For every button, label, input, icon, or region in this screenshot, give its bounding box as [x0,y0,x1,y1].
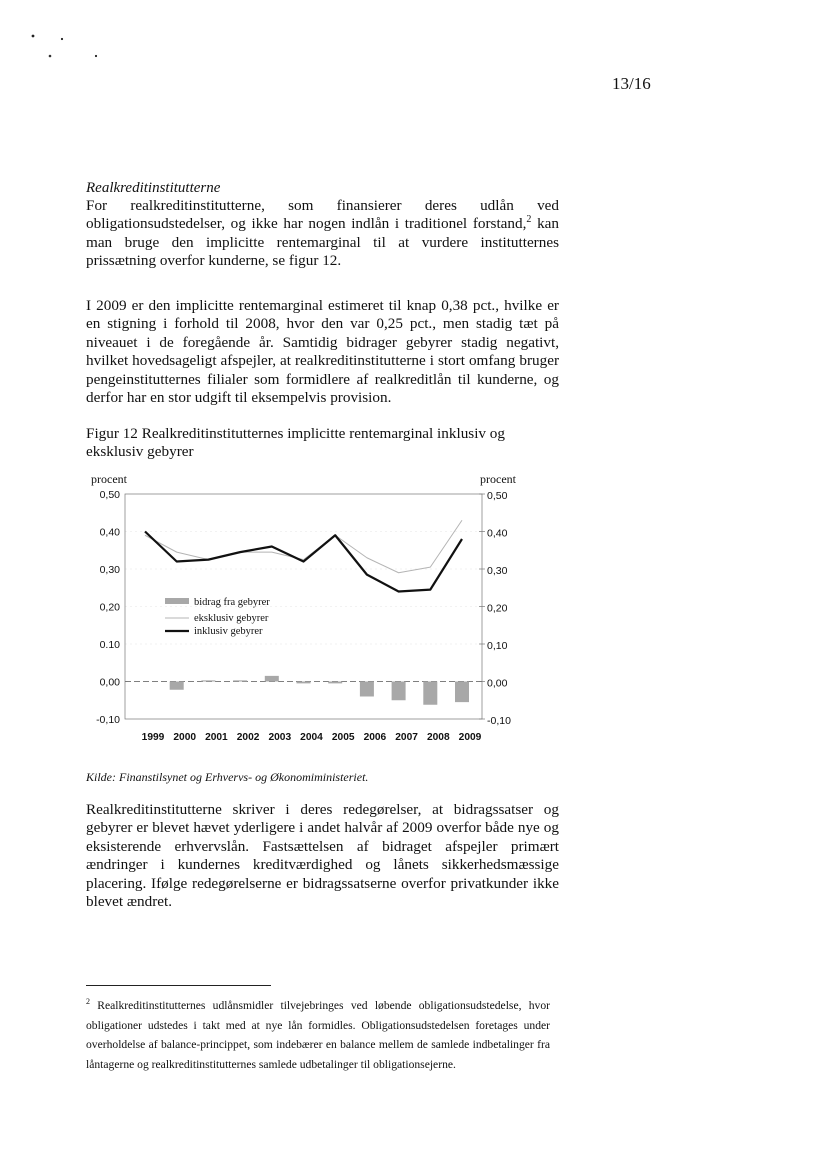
footnote-ref: 2 [526,214,532,226]
y-tick-label-right: 0,20 [487,602,508,615]
chart-legend [165,597,270,637]
bar [423,682,437,705]
paragraph-1-text-b: kan man bruge den implicitte rentemarginal til at vurdere institutternes prissætning overfor kunderne, se figur 12. [86,215,559,270]
x-tick-label: 2003 [268,732,292,743]
footnote-divider [86,985,271,986]
x-tick-label: 2001 [205,732,228,743]
line-incl-gebyrer [145,532,462,592]
paragraph-3: Realkreditinstitutterne skriver i deres redegørelser, at bidragssatser og gebyrer er blevet hævet yderligere i andet halvår af 2009 overfor både nye og eksisterende erhvervslån. Fastsættelsen af bidraget afspejler primært ændringer i kundernes kreditværdighed og lånets sikkerhedsmæssige placering. Ifølge redegørelserne er bidragssatserne overfor privatkunder ikke blevet ændret. [86,801,559,911]
bar [455,682,469,703]
legend-label-incl: inklusiv gebyrer [194,626,263,637]
bar [328,682,342,684]
line-excl-gebyrer [145,520,462,573]
y-tick-label-right: 0,50 [487,490,508,502]
section-title: Realkreditinstitutterne [86,180,221,196]
footnote-text: Realkreditinstitutternes udlånsmidler tilvejebringes ved løbende obligationsudstedelse, hvor obligationer udstedes i takt med at nye lån formidles. Obligationsudstedelsen foretages under overholdelse af balance-princippet, som indebærer en balance mellem de samlede indbetalinger fra låntagerne og realkreditinstitutternes samlede udbetalinger til obligationsejerne. [86,999,550,1071]
bar [233,680,247,681]
y-tick-label-left: 0.10 [99,639,120,651]
y-tick-label-left: 0,00 [99,676,120,689]
bar [265,676,279,682]
footnote [86,996,550,1074]
x-tick-label: 2009 [458,732,482,743]
y-tick-label-right: 0,30 [487,565,508,577]
x-tick-label: 2008 [426,732,450,743]
page-number: 13/16 [612,74,651,93]
y-tick-label-left: 0,40 [99,526,120,539]
y-tick-label-right: 0,10 [487,640,508,652]
paragraph-1-text-a: For realkreditinstitutterne, som finansierer deres udlån ved obligationsudstedelser, og ikke har nogen indlån i traditionel forstand, [86,197,559,233]
legend-label-bars: bidrag fra gebyrer [194,597,270,608]
paragraph-1 [86,197,559,271]
x-tick-label: 2005 [331,732,355,743]
y-tick-label-right: 0,40 [487,527,508,540]
legend-swatch-bars [165,598,189,604]
bar [170,682,184,690]
figure-caption: Figur 12 Realkreditinstitutternes implicitte rentemarginal inklusiv og eksklusiv gebyrer [86,425,505,461]
y-tick-label-right: -0,10 [487,715,511,727]
footnote-number: 2 [86,997,90,1007]
x-tick-label: 2007 [395,732,418,743]
y-axis-label-right: procent [480,472,516,486]
y-axis-label-left: procent [91,472,127,486]
x-tick-label: 1999 [141,732,165,743]
bar [297,682,311,684]
bar [360,682,374,697]
x-tick-label: 2006 [363,732,387,743]
paragraph-2: I 2009 er den implicitte rentemarginal estimeret til knap 0,38 pct., hvilke er en stigning i forhold til 2008, hvor den var 0,25 pct., men stadig tæt på niveauet i de foregående år. Samtidig bidrager gebyrer stadig negativt, hvilket hovedsageligt afspejler, at realkreditinstitutterne i stort omfang bruger pengeinstitutternes filialer som formidlere af realkreditlån til kunderne, og derfor har en stor udgift til eksempelvis provision. [86,297,559,407]
legend-label-excl: eksklusiv gebyrer [194,613,269,624]
y-tick-label-left: 0,20 [99,601,120,614]
figure-source: Kilde: Finanstilsynet og Erhvervs- og Økonomiministeriet. [86,770,369,784]
x-tick-label: 2004 [300,732,323,743]
x-tick-label: 2000 [173,732,197,743]
scan-specks [28,26,108,66]
y-tick-label-left: 0,30 [99,564,120,576]
y-tick-label-right: 0,00 [487,677,508,690]
x-tick-label: 2002 [236,732,260,743]
margin-chart [80,468,530,753]
bar [201,680,215,681]
y-tick-label-left: 0,50 [99,489,120,501]
bar [392,682,406,701]
y-tick-label-left: -0,10 [96,714,120,726]
